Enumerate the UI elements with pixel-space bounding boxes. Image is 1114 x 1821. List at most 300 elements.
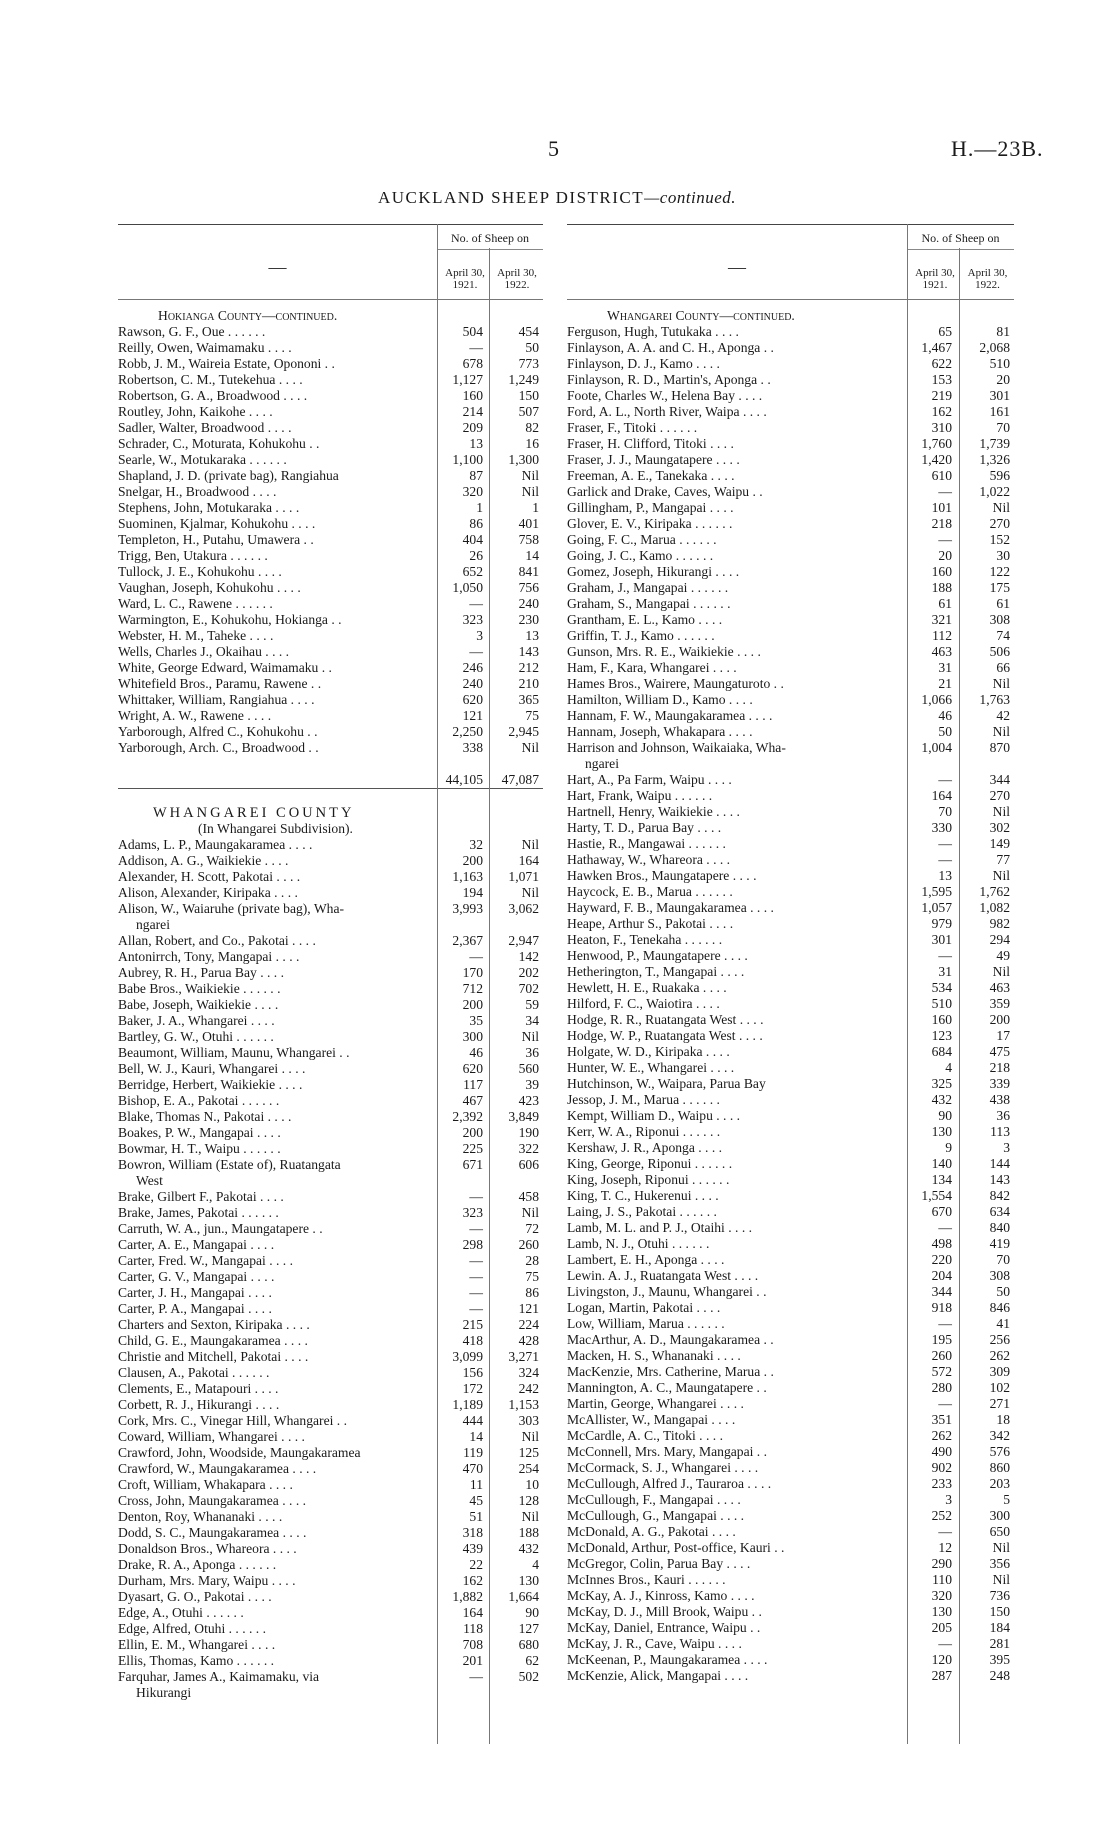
header-dash: — <box>728 257 746 277</box>
table-row <box>118 1045 543 1061</box>
sheep-1921: 287 <box>931 1668 952 1683</box>
table-row <box>567 932 1014 948</box>
owner-name: Henwood, P., Maungatapere . . . . <box>567 948 748 963</box>
sheep-1922: 982 <box>989 916 1010 931</box>
owner-name: McKay, Daniel, Entrance, Waipu . . <box>567 1620 761 1635</box>
table-row <box>118 1269 543 1285</box>
owner-name: Laing, J. S., Pakotai . . . . . . <box>567 1204 717 1219</box>
table-row <box>567 884 1014 900</box>
table-row <box>118 500 543 516</box>
sheep-1922: 149 <box>989 836 1010 851</box>
sheep-1921: 2,392 <box>452 1109 483 1124</box>
owner-name: ngarei <box>136 917 170 932</box>
owner-name: Searle, W., Motukaraka . . . . . . <box>118 452 287 467</box>
owner-name: Holgate, W. D., Kiripaka . . . . <box>567 1044 730 1059</box>
owner-name: Yarborough, Arch. C., Broadwood . . <box>118 740 319 755</box>
sheep-1922: 1,326 <box>979 452 1010 467</box>
sheep-1922: 200 <box>989 1012 1010 1027</box>
owner-name: MacKenzie, Mrs. Catherine, Marua . . <box>567 1364 774 1379</box>
table-row <box>567 1124 1014 1140</box>
owner-name: Heape, Arthur S., Pakotai . . . . <box>567 916 734 931</box>
sheep-1921: 510 <box>931 996 952 1011</box>
owner-name: Cross, John, Maungakaramea . . . . <box>118 1493 307 1508</box>
sheep-1922: 42 <box>996 708 1010 723</box>
section-heading <box>118 308 543 324</box>
table-row <box>567 420 1014 436</box>
table-row <box>567 1652 1014 1668</box>
sheep-1922: Nil <box>521 1429 539 1444</box>
owner-name: Addison, A. G., Waikiekie . . . . <box>118 853 289 868</box>
sheep-1922: 302 <box>989 820 1010 835</box>
table-row <box>567 740 1014 756</box>
sheep-1921: 87 <box>469 468 483 483</box>
owner-name: Griffin, T. J., Kamo . . . . . . <box>567 628 715 643</box>
owner-name: Foote, Charles W., Helena Bay . . . . <box>567 388 763 403</box>
left-table-header <box>118 224 543 300</box>
owner-name: West <box>136 1173 163 1188</box>
sheep-1922: Nil <box>521 837 539 852</box>
sheep-1922: Nil <box>992 676 1010 691</box>
sheep-1922: 212 <box>518 660 539 675</box>
sheep-1922: 202 <box>518 965 539 980</box>
sheep-1921: 205 <box>931 1620 952 1635</box>
sheep-1921: 200 <box>462 853 483 868</box>
sheep-1921: 12 <box>938 1540 952 1555</box>
owner-name: Beaumont, William, Maunu, Whangarei . . <box>118 1045 350 1060</box>
owner-name: Wright, A. W., Rawene . . . . <box>118 708 272 723</box>
owner-name: Finlayson, R. D., Martin's, Aponga . . <box>567 372 771 387</box>
sheep-1922: Nil <box>521 1029 539 1044</box>
owner-name: Aubrey, R. H., Parua Bay . . . . <box>118 965 284 980</box>
sheep-1922: 339 <box>989 1076 1010 1091</box>
table-row <box>118 869 543 885</box>
owner-name: Denton, Roy, Whananaki . . . . <box>118 1509 283 1524</box>
owner-name: Vaughan, Joseph, Kohukohu . . . . <box>118 580 301 595</box>
sheep-1922: 161 <box>989 404 1010 419</box>
sheep-1922: 49 <box>996 948 1010 963</box>
owner-name: McCullough, F., Mangapai . . . . <box>567 1492 741 1507</box>
table-row <box>567 500 1014 516</box>
table-row <box>118 1221 543 1237</box>
table-row <box>118 740 543 756</box>
sheep-1921: 164 <box>462 1605 483 1620</box>
table-row <box>118 1605 543 1621</box>
owner-name: Sadler, Walter, Broadwood . . . . <box>118 420 292 435</box>
owner-name: Low, William, Marua . . . . . . <box>567 1316 725 1331</box>
sheep-1922: 210 <box>518 676 539 691</box>
sheep-1921: 225 <box>462 1141 483 1156</box>
table-row <box>567 1140 1014 1156</box>
table-row <box>118 1509 543 1525</box>
sheep-1921: 325 <box>931 1076 952 1091</box>
owner-name: Hawken Bros., Maungatapere . . . . <box>567 868 757 883</box>
sheep-1922: 17 <box>996 1028 1010 1043</box>
table-row <box>118 1397 543 1413</box>
title-main: AUCKLAND SHEEP DISTRICT <box>377 188 645 207</box>
sheep-1921: 13 <box>938 868 952 883</box>
table-row <box>567 1540 1014 1556</box>
sheep-1922: 75 <box>525 708 539 723</box>
sheep-1922: 242 <box>518 1381 539 1396</box>
owner-name: Charters and Sexton, Kiripaka . . . . <box>118 1317 310 1332</box>
table-row <box>118 901 543 917</box>
sheep-1921: 130 <box>931 1604 952 1619</box>
sheep-1921: 112 <box>932 628 952 643</box>
sheep-1921: 123 <box>931 1028 952 1043</box>
owner-name: ngarei <box>585 756 619 771</box>
table-row <box>567 820 1014 836</box>
sheep-1921: 215 <box>462 1317 483 1332</box>
table-row <box>118 324 543 340</box>
sheep-1922 <box>487 756 543 772</box>
sheep-1921: 498 <box>931 1236 952 1251</box>
sheep-1921: 318 <box>462 1525 483 1540</box>
sheep-1921: 351 <box>931 1412 952 1427</box>
owner-name: Robertson, G. A., Broadwood . . . . <box>118 388 308 403</box>
section-heading <box>567 308 1014 324</box>
sheep-1922: 254 <box>518 1461 539 1476</box>
sheep-1922: 506 <box>989 644 1010 659</box>
sheep-1921: 2,250 <box>452 724 483 739</box>
sheep-1922: 270 <box>989 788 1010 803</box>
sheep-1921: 432 <box>931 1092 952 1107</box>
table-row <box>118 580 543 596</box>
table-row <box>567 532 1014 548</box>
sheep-1921: 260 <box>931 1348 952 1363</box>
sheep-1922: 10 <box>525 1477 539 1492</box>
table-row <box>567 1396 1014 1412</box>
sheep-1922: 152 <box>989 532 1010 547</box>
owner-name: Hart, A., Pa Farm, Waipu . . . . <box>567 772 732 787</box>
owner-name: McKay, D. J., Mill Brook, Waipu . . <box>567 1604 762 1619</box>
sheep-1922: 419 <box>989 1236 1010 1251</box>
sheep-1922: 1,249 <box>508 372 539 387</box>
sheep-1921: 195 <box>931 1332 952 1347</box>
table-row <box>118 612 543 628</box>
sheep-1921: 200 <box>462 997 483 1012</box>
table-row <box>567 452 1014 468</box>
sheep-1922: 36 <box>525 1045 539 1060</box>
sheep-1922: Nil <box>521 484 539 499</box>
owner-name: Gillingham, P., Mangapai . . . . <box>567 500 734 515</box>
sheep-1922: 86 <box>525 1285 539 1300</box>
sheep-1922: 1,763 <box>979 692 1010 707</box>
owner-name: Blake, Thomas N., Pakotai . . . . <box>118 1109 292 1124</box>
owner-name: McInnes Bros., Kauri . . . . . . <box>567 1572 726 1587</box>
owner-name: Suominen, Kjalmar, Kohukohu . . . . <box>118 516 316 531</box>
owner-name: Brake, James, Pakotai . . . . . . <box>118 1205 279 1220</box>
sheep-1921: 262 <box>931 1428 952 1443</box>
sheep-1921: 534 <box>931 980 952 995</box>
sheep-1922: Nil <box>521 740 539 755</box>
sheep-1921: 44,105 <box>445 772 483 787</box>
table-row <box>567 1076 1014 1092</box>
sheep-1921: — <box>938 484 952 499</box>
table-row <box>118 1637 543 1653</box>
sheep-1921: 1,057 <box>921 900 952 915</box>
table-row <box>118 1349 543 1365</box>
owner-name: Corbett, R. J., Hikurangi . . . . <box>118 1397 280 1412</box>
table-row <box>118 789 543 805</box>
sheep-1922: 634 <box>989 1204 1010 1219</box>
owner-name: White, George Edward, Waimamaku . . <box>118 660 332 675</box>
section-heading <box>118 805 543 821</box>
sheep-1921: 404 <box>462 532 483 547</box>
sheep-1921: 21 <box>938 676 952 691</box>
owner-name: Cork, Mrs. C., Vinegar Hill, Whangarei . . <box>118 1413 347 1428</box>
sheep-1922: 13 <box>525 628 539 643</box>
sheep-1921: 233 <box>931 1476 952 1491</box>
table-row <box>118 1365 543 1381</box>
sheep-1922: 650 <box>989 1524 1010 1539</box>
table-row <box>567 1332 1014 1348</box>
owner-name: Stephens, John, Motukaraka . . . . <box>118 500 300 515</box>
left-table <box>118 224 543 1701</box>
table-row <box>118 1157 543 1173</box>
sheep-1921: 170 <box>462 965 483 980</box>
table-row <box>118 821 543 837</box>
table-row <box>567 772 1014 788</box>
table-row <box>118 1173 543 1189</box>
owner-name: Lamb, N. J., Otuhi . . . . . . <box>567 1236 710 1251</box>
sheep-1922 <box>487 308 543 324</box>
sheep-1922: 47,087 <box>501 772 539 787</box>
owner-name: Carruth, W. A., jun., Maungatapere . . <box>118 1221 323 1236</box>
owner-name: Jessop, J. M., Marua . . . . . . <box>567 1092 720 1107</box>
sheep-1922: 3,062 <box>508 901 539 916</box>
table-row <box>567 1012 1014 1028</box>
owner-name: Dodd, S. C., Maungakaramea . . . . <box>118 1525 307 1540</box>
owner-name: Carter, G. V., Mangapai . . . . <box>118 1269 275 1284</box>
table-row <box>118 1493 543 1509</box>
sheep-1921: 22 <box>469 1557 483 1572</box>
table-row <box>567 596 1014 612</box>
sheep-1922: Nil <box>992 500 1010 515</box>
sheep-1921: 219 <box>931 388 952 403</box>
sheep-1922: 39 <box>525 1077 539 1092</box>
owner-name: Baker, J. A., Whangarei . . . . <box>118 1013 275 1028</box>
sheep-1921: 46 <box>938 708 952 723</box>
table-row <box>118 1237 543 1253</box>
table-row <box>567 484 1014 500</box>
header-col-1921: April 30, 1921. <box>445 267 485 291</box>
table-row <box>567 852 1014 868</box>
sheep-1921: 321 <box>931 612 952 627</box>
sheep-1922: 16 <box>525 436 539 451</box>
table-row <box>567 1172 1014 1188</box>
owner-name: Ham, F., Kara, Whangarei . . . . <box>567 660 737 675</box>
sheep-1922: 62 <box>525 1653 539 1668</box>
sheep-1921: 330 <box>931 820 952 835</box>
sheep-1922: 458 <box>518 1189 539 1204</box>
sheep-1922: 1,300 <box>508 452 539 467</box>
sheep-1921: 290 <box>931 1556 952 1571</box>
sheep-1921: 684 <box>931 1044 952 1059</box>
sheep-1922: 262 <box>989 1348 1010 1363</box>
sheep-1921: 130 <box>931 1124 952 1139</box>
sheep-1921: 65 <box>938 324 952 339</box>
sheep-1922: 41 <box>996 1316 1010 1331</box>
owner-name: Hokianga County—continued. <box>158 308 338 323</box>
sheep-1921: 1,595 <box>921 884 952 899</box>
sheep-1921: 3,993 <box>452 901 483 916</box>
sheep-1921: — <box>469 1189 483 1204</box>
table-row <box>118 1141 543 1157</box>
table-row <box>118 917 543 933</box>
table-row <box>567 468 1014 484</box>
owner-name: Durham, Mrs. Mary, Waipu . . . . <box>118 1573 296 1588</box>
sheep-1921: 118 <box>463 1621 483 1636</box>
owner-name: Ford, A. L., North River, Waipa . . . . <box>567 404 767 419</box>
sheep-1921: 31 <box>938 964 952 979</box>
table-row <box>118 628 543 644</box>
owner-name: Hames Bros., Wairere, Maungaturoto . . <box>567 676 784 691</box>
owner-name: Glover, E. V., Kiripaka . . . . . . <box>567 516 733 531</box>
sheep-1921: 172 <box>462 1381 483 1396</box>
sheep-1922: 773 <box>518 356 539 371</box>
sheep-1921: 918 <box>931 1300 952 1315</box>
sheep-1921: 164 <box>931 788 952 803</box>
sheep-1921: — <box>938 772 952 787</box>
table-row <box>567 356 1014 372</box>
owner-name: Bowmar, H. T., Waipu . . . . . . <box>118 1141 281 1156</box>
table-row <box>118 1445 543 1461</box>
table-row <box>567 996 1014 1012</box>
owner-name: Antonirrch, Tony, Mangapai . . . . <box>118 949 300 964</box>
sheep-1922: 14 <box>525 548 539 563</box>
sheep-1921: 708 <box>462 1637 483 1652</box>
sheep-1921: 323 <box>462 612 483 627</box>
sheep-1921: 156 <box>462 1365 483 1380</box>
owner-name: Hathaway, W., Whareora . . . . <box>567 852 731 867</box>
sheep-1921: 119 <box>463 1445 483 1460</box>
sheep-1921: 320 <box>462 484 483 499</box>
sheep-1922: 150 <box>989 1604 1010 1619</box>
sheep-1921: 902 <box>931 1460 952 1475</box>
sheep-1922: 240 <box>518 596 539 611</box>
owner-name: McCormack, S. J., Whangarei . . . . <box>567 1460 759 1475</box>
sheep-1921: 162 <box>462 1573 483 1588</box>
table-row <box>118 1477 543 1493</box>
table-row <box>118 1253 543 1269</box>
sheep-1921: 35 <box>469 1013 483 1028</box>
sheep-1921: 470 <box>462 1461 483 1476</box>
sheep-1922: 122 <box>989 564 1010 579</box>
sheep-1922: 3,849 <box>508 1109 539 1124</box>
sheep-1922: 90 <box>525 1605 539 1620</box>
sheep-1921: 1,163 <box>452 869 483 884</box>
sheep-1921: — <box>938 836 952 851</box>
right-table-body <box>567 300 1014 1684</box>
table-row <box>567 948 1014 964</box>
sheep-1922: 560 <box>518 1061 539 1076</box>
owner-name: Hetherington, T., Mangapai . . . . <box>567 964 745 979</box>
sheep-1921: 320 <box>931 1588 952 1603</box>
owner-name: Haycock, E. B., Marua . . . . . . <box>567 884 733 899</box>
owner-name: Alison, Alexander, Kiripaka . . . . <box>118 885 298 900</box>
table-row <box>567 404 1014 420</box>
table-row <box>567 388 1014 404</box>
sheep-1922: 395 <box>989 1652 1010 1667</box>
owner-name <box>118 772 429 788</box>
sheep-1921: 51 <box>469 1509 483 1524</box>
table-row <box>118 1413 543 1429</box>
owner-name: Alexander, H. Scott, Pakotai . . . . <box>118 869 301 884</box>
table-row <box>118 1109 543 1125</box>
table-row <box>118 1525 543 1541</box>
owner-name: Allan, Robert, and Co., Pakotai . . . . <box>118 933 316 948</box>
owner-name: Graham, S., Mangapai . . . . . . <box>567 596 731 611</box>
sheep-1921: 252 <box>931 1508 952 1523</box>
table-row <box>567 1220 1014 1236</box>
sheep-1922: 432 <box>518 1541 539 1556</box>
table-row <box>118 1541 543 1557</box>
sheep-1922: Nil <box>521 885 539 900</box>
sheep-1922 <box>487 821 543 837</box>
sheep-1922: Nil <box>521 468 539 483</box>
sheep-1921: 214 <box>462 404 483 419</box>
sheep-1922: 3 <box>1003 1140 1010 1155</box>
title-suffix: —continued. <box>644 188 737 207</box>
owner-name: Hodge, R. R., Ruatangata West . . . . <box>567 1012 764 1027</box>
sheep-1921: 9 <box>945 1140 952 1155</box>
owner-name: Ellis, Thomas, Kamo . . . . . . <box>118 1653 275 1668</box>
owner-name: Finlayson, A. A. and C. H., Aponga . . <box>567 340 774 355</box>
owner-name: Brake, Gilbert F., Pakotai . . . . <box>118 1189 284 1204</box>
sheep-1921: 4 <box>945 1060 952 1075</box>
sheep-1921: — <box>938 948 952 963</box>
sheep-1922: 224 <box>518 1317 539 1332</box>
sheep-1922: 303 <box>518 1413 539 1428</box>
owner-name: McCullough, G., Mangapai . . . . <box>567 1508 745 1523</box>
sheep-1922: 230 <box>518 612 539 627</box>
table-row <box>567 1492 1014 1508</box>
sheep-1921: 463 <box>931 644 952 659</box>
owner-name: Gomez, Joseph, Hikurangi . . . . <box>567 564 740 579</box>
header-col-1922: April 30, 1922. <box>497 267 537 291</box>
sheep-1921: 622 <box>931 356 952 371</box>
owner-name: Ward, L. C., Rawene . . . . . . <box>118 596 273 611</box>
sheep-1922 <box>956 308 1014 324</box>
table-row <box>567 788 1014 804</box>
sheep-1922: 324 <box>518 1365 539 1380</box>
owner-name: WHANGAREI COUNTY <box>153 805 355 821</box>
owner-name: Christie and Mitchell, Pakotai . . . . <box>118 1349 309 1364</box>
sheep-1922: 143 <box>989 1172 1010 1187</box>
table-row <box>118 1461 543 1477</box>
table-row <box>118 548 543 564</box>
owner-name: McGregor, Colin, Parua Bay . . . . <box>567 1556 751 1571</box>
sheep-1921: 160 <box>931 564 952 579</box>
owner-name: Macken, H. S., Whananaki . . . . <box>567 1348 741 1363</box>
sheep-1921: 160 <box>462 388 483 403</box>
sheep-1921: 467 <box>462 1093 483 1108</box>
sheep-1921: — <box>469 1269 483 1284</box>
sheep-1922 <box>956 756 1014 772</box>
sheep-1922: 510 <box>989 356 1010 371</box>
table-row <box>567 1476 1014 1492</box>
owner-name: Tullock, J. E., Kohukohu . . . . <box>118 564 282 579</box>
table-row <box>118 692 543 708</box>
owner-name: Finlayson, D. J., Kamo . . . . <box>567 356 720 371</box>
sheep-1921: 45 <box>469 1493 483 1508</box>
sheep-1922: 870 <box>989 740 1010 755</box>
sheep-1921: 1 <box>476 500 483 515</box>
sheep-1921: 209 <box>462 420 483 435</box>
table-row <box>567 1348 1014 1364</box>
table-row <box>567 1188 1014 1204</box>
table-row <box>567 436 1014 452</box>
